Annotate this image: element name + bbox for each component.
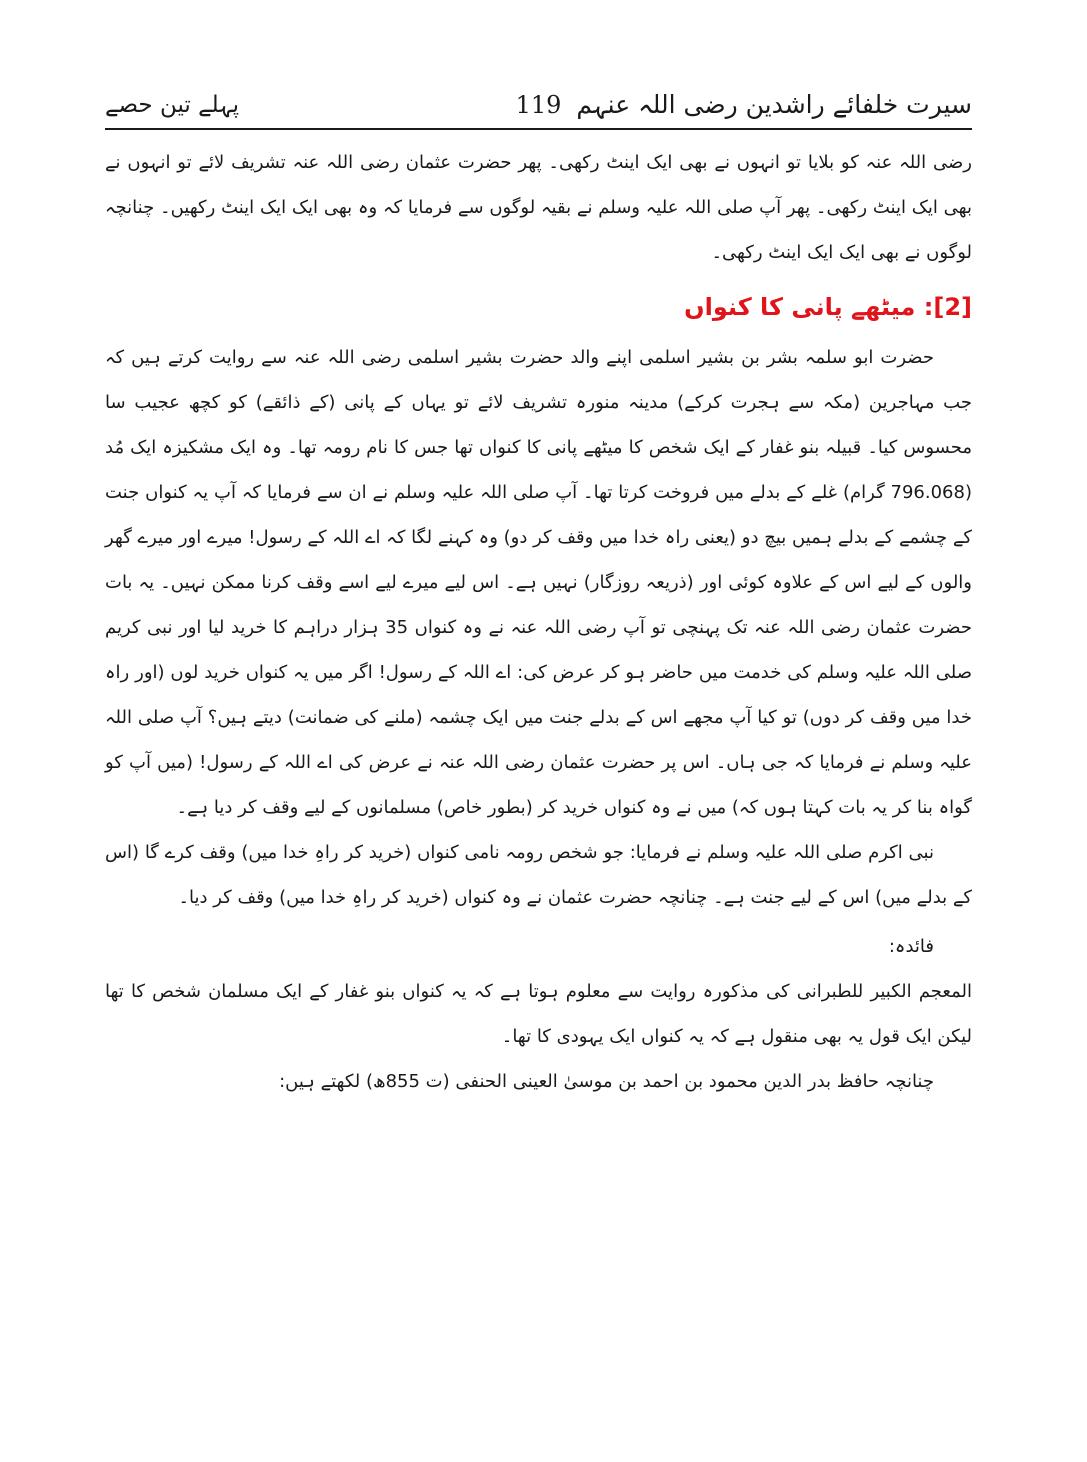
paragraph-faida: المعجم الکبیر للطبرانی کی مذکورہ روایت سے معلوم ہوتا ہے کہ یہ کنواں بنو غفار کے ایک مسلمان شخص کا تھا لیکن ایک قول یہ بھی منقول ہے کہ یہ کنواں ایک یہودی کا تھا۔ [105,981,972,1047]
paragraph-well-narration: حضرت ابو سلمہ بشر بن بشیر اسلمی اپنے والد حضرت بشیر اسلمی رضی اللہ عنہ سے روایت کرتے ہیں کہ جب مہاجرین (مکہ سے ہجرت کرکے) مدینہ منورہ تشریف لائے تو یہاں کے پانی (کے ذائقے) کو کچھ عجیب سا محسوس کیا۔ قبیلہ بنو غفار کے ایک شخص کا میٹھے پانی کا کنواں تھا جس کا نام رومہ تھا۔ وہ ایک مشکیزہ ایک مُد (796.068 گرام) غلے کے بدلے میں فروخت کرتا تھا۔ آپ صلی اللہ علیہ وسلم نے ان سے فرمایا کہ آپ یہ کنواں جنت کے چشمے کے بدلے ہمیں بیچ دو (یعنی راہ خدا میں وقف کر دو) وہ کہنے لگا کہ اے اللہ کے رسول! میرے اور میرے گھر والوں کے لیے اس کے علاوہ کوئی اور (ذریعہ روزگار) نہیں ہے۔ اس لیے میرے لیے اسے وقف کرنا ممکن نہیں۔ یہ بات حضرت عثمان رضی اللہ عنہ تک پہنچی تو آپ رضی اللہ عنہ نے وہ کنواں 35 ہزار دراہم کا خرید لیا اور نبی کریم صلی اللہ علیہ وسلم کی خدمت میں حاضر ہو کر عرض کی: اے اللہ کے رسول! اگر میں یہ کنواں خرید لوں (اور راہ خدا میں وقف کر دوں) تو کیا آپ مجھے اس کے بدلے جنت میں ایک چشمہ (ملنے کی ضمانت) دیتے ہیں؟ آپ صلی اللہ علیہ وسلم نے فرمایا کہ جی ہاں۔ اس پر حضرت عثمان رضی اللہ عنہ نے عرض کی اے اللہ کے رسول! (میں آپ کو گواہ بنا کر یہ بات کہتا ہوں کہ) میں نے وہ کنواں خرید کر (بطور خاص) مسلمانوں کے لیے وقف کر دیا ہے۔ [105,347,972,818]
paragraph-quote-intro: چنانچہ حافظ بدر الدین محمود بن احمد بن موسیٰ العینی الحنفی (ت 855ھ) لکھتے ہیں: [279,1071,934,1092]
running-header [105,88,972,124]
header-rule [105,128,972,130]
part-label: پہلے تین حصے [105,92,240,118]
paragraph-bricks: رضی اللہ عنہ کو بلایا تو انہوں نے بھی ایک اینٹ رکھی۔ پھر حضرت عثمان رضی اللہ عنہ تشریف لائے تو انہوں نے بھی ایک اینٹ رکھی۔ پھر آپ صلی اللہ علیہ وسلم نے بقیہ لوگوں سے فرمایا کہ وہ بھی ایک ایک اینٹ رکھیں۔ چنانچہ لوگوں نے بھی ایک ایک اینٹ رکھی۔ [105,152,972,263]
book-title: سیرت خلفائے راشدین رضی اللہ عنہم [576,90,972,119]
page-body [105,140,972,1104]
page-number: 119 [515,91,562,119]
faida-label: فائدہ: [888,936,934,957]
section-heading: [2]: میٹھے پانی کا کنواں [684,293,972,321]
paragraph-prophet-saying: نبی اکرم صلی اللہ علیہ وسلم نے فرمایا: جو شخص رومہ نامی کنواں (خرید کر راہِ خدا میں) وقف کرے گا (اس کے بدلے میں) اس کے لیے جنت ہے۔ چنانچہ حضرت عثمان نے وہ کنواں (خرید کر راہِ خدا میں) وقف کر دیا۔ [105,842,972,908]
